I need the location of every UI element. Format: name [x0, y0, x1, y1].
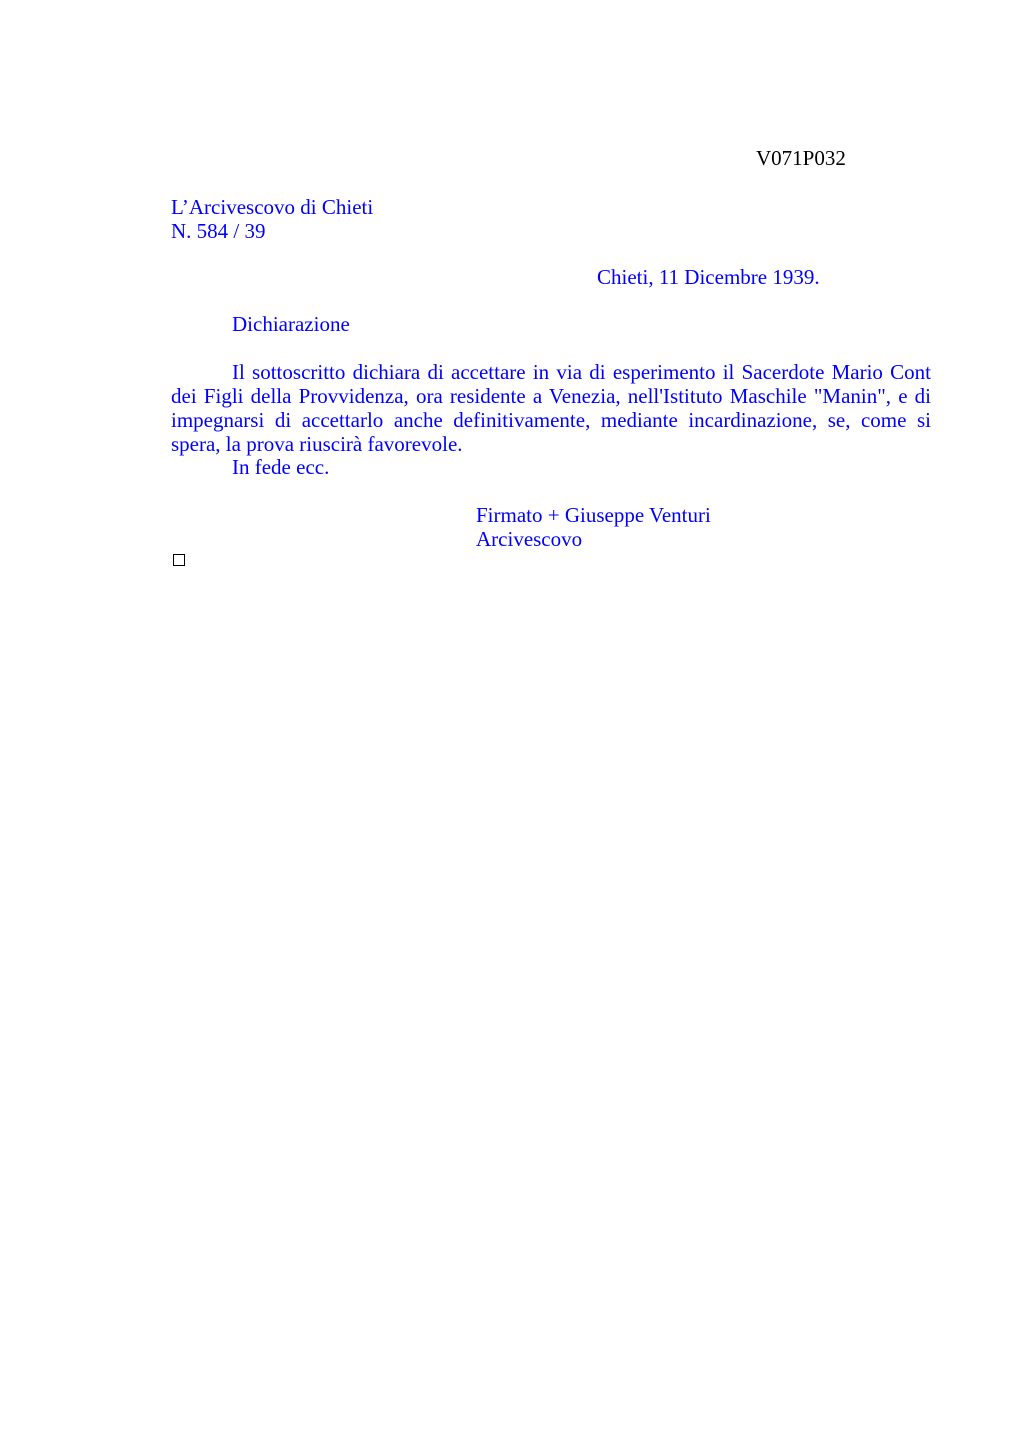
document-title: Dichiarazione [232, 312, 350, 336]
closing-formula: In fede ecc. [232, 455, 330, 479]
signature-name: Firmato + Giuseppe Venturi [476, 503, 711, 527]
sender-name: L’Arcivescovo di Chieti [171, 195, 374, 219]
empty-square-icon [173, 554, 185, 566]
date-line: Chieti, 11 Dicembre 1939. [597, 265, 820, 289]
protocol-number: N. 584 / 39 [171, 219, 266, 243]
signature-title: Arcivescovo [476, 527, 583, 551]
reference-code: V071P032 [756, 146, 846, 170]
declaration-body: Il sottoscritto dichiara di accettare in via di esperimento il Sacerdote Mario Cont dei Figli della Provvidenza, ora residente a Venezia, nell'Istituto Maschile "Manin", e di impegnarsi di accettarlo anche definitivamente, mediante incardinazione, se, come si spera, la prova riuscirà favorevole. [171, 360, 931, 456]
signature-block [476, 503, 711, 551]
sender-block [171, 195, 373, 243]
